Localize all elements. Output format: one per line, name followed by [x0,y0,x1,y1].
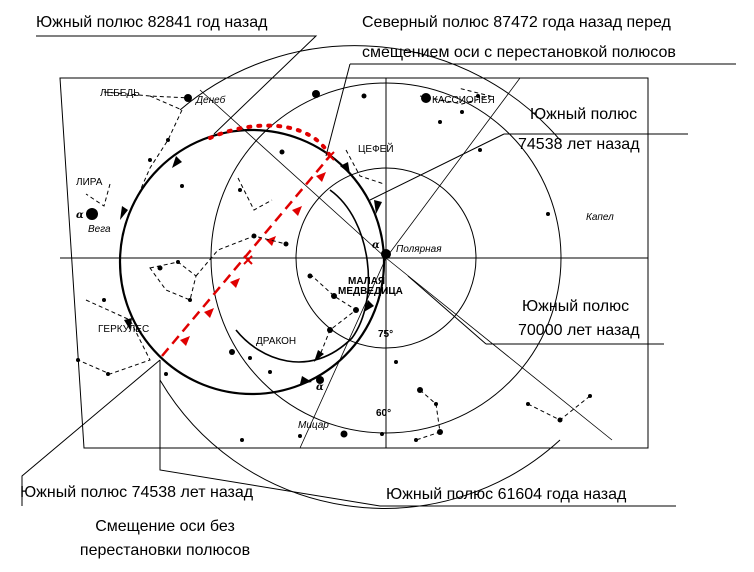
red-cross-1 [244,256,252,264]
constellation-lines [78,88,590,440]
stars [76,90,592,442]
south-pole-82841-label: Южный полюс 82841 год назад [36,14,268,31]
vega-label: Вега [88,224,111,235]
ursa-minor-label-1: МАЛАЯ [348,276,386,287]
red-arrow-1 [180,336,190,346]
caption-line2: перестановки полюсов [79,542,251,559]
polaris-star [381,249,391,259]
thuban-alpha: α [316,382,324,393]
draco-label: ДРАКОН [256,336,297,347]
capella-label: Капел [586,212,614,223]
deneb-star [184,94,192,102]
lyra-label: ЛИРА [76,177,103,188]
south-pole-74538-right-line1: Южный полюс [530,106,638,123]
south-pole-61604-label: Южный полюс 61604 года назад [386,486,627,503]
hercules-label: ГЕРКУЛЕС [98,324,150,335]
cepheus-label: ЦЕФЕЙ [358,144,394,155]
precession-arrow-1 [172,156,182,168]
south-pole-70000-line1: Южный полюс [522,298,630,315]
polaris-label: Полярная [396,244,442,255]
south-pole-74538-right-line2: 74538 лет назад [518,136,640,153]
deneb-label: Денеб [196,95,226,106]
cassiopeia-label: КАССИОПЕЯ [432,95,495,106]
hour-line-1 [200,90,386,258]
north-pole-87472-line2: смещением оси с перестановкой полюсов [362,44,676,61]
red-arrow-2 [204,308,214,318]
red-dashed-path [162,156,330,356]
deg60-label: 60° [376,408,392,419]
inner-arrow [314,350,324,362]
mizar-label: Мицар [298,420,329,431]
precession-circle [120,130,384,394]
red-arrow-6 [316,172,326,182]
vega-alpha: α [76,210,84,221]
swan-label: ЛЕБЕДЬ [100,88,140,99]
vega-star [86,208,98,220]
cassiopeia-star [421,93,431,103]
north-pole-87472-line1: Северный полюс 87472 года назад перед [362,14,671,31]
south-pole-70000-line2: 70000 лет назад [518,322,640,339]
hour-line-2 [386,258,612,440]
red-arrow-5 [292,206,302,216]
south-pole-74538-bottom-label: Южный полюс 74538 лет назад [20,484,254,501]
red-arrow-3 [230,278,240,288]
deg75-label: 75° [378,329,394,340]
caption-line1: Смещение оси без [95,518,235,535]
ursa-minor-label-2: МЕДВЕДИЦА [338,286,403,297]
polaris-alpha: α [372,240,380,251]
